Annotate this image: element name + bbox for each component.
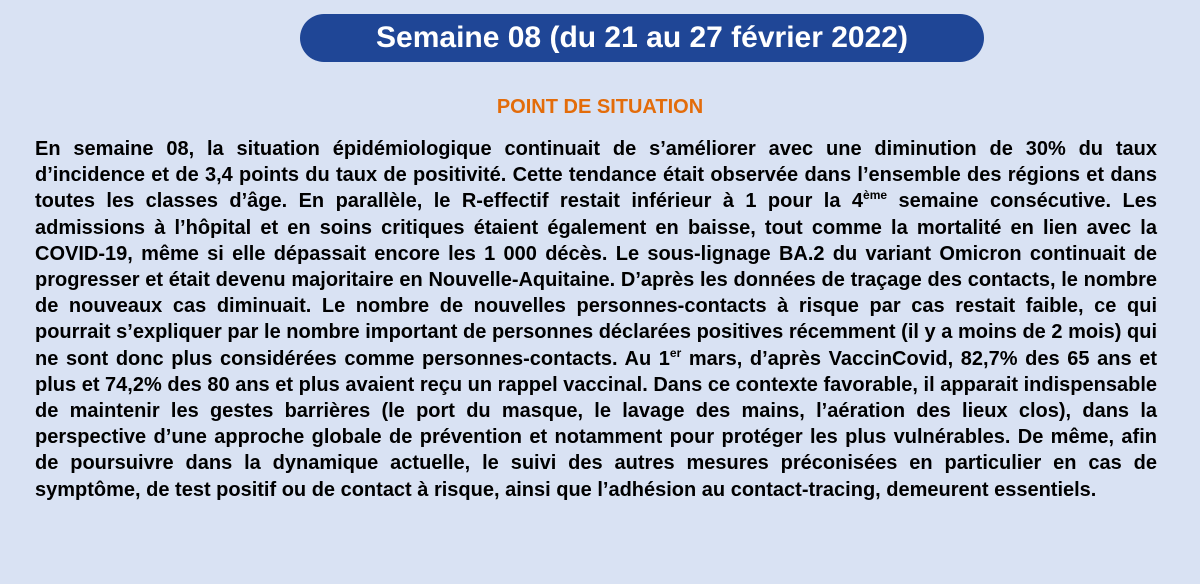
paragraph-part-3: mars, d’après VaccinCovid, 82,7% des 65 ans et plus et 74,2% des 80 ans et plus avaient reçu un rappel vaccinal. Dans ce contexte favorable, il apparait indispensable de maintenir les gestes barrières (le port du masque, le lavage des mains, l’aération des lieux clos), dans la perspective d’une approche globale de prévention et notamment pour protéger les plus vulnérables. De même, afin de poursuivre dans la dynamique actuelle, le suivi des autres mesures préconisées en particulier en cas de symptôme, de test positif ou de contact à risque, ainsi que l’adhésion au contact-tracing, demeurent essentiels. [35,347,1157,501]
week-banner: Semaine 08 (du 21 au 27 février 2022) [300,14,984,62]
superscript-er: er [669,345,682,360]
paragraph-part-2: semaine consécutive. Les admissions à l’hôpital et en soins critiques étaient également en baisse, tout comme la mortalité en lien avec la COVID-19, même si elle dépassait encore les 1 000 décès. Le sous-lignage BA.2 du variant Omicron continuait de progresser et était devenu majoritaire en Nouvelle-Aquitaine. D’après les données de traçage des contacts, le nombre de nouveaux cas diminuait. Le nombre de nouvelles personnes-contacts à risque par cas restait faible, ce qui pourrait s’expliquer par le nombre important de personnes déclarées positives récemment (il y a moins de 2 mois) qui ne sont donc plus considérées comme personnes-contacts. Au 1 [35,190,1157,370]
section-title: POINT DE SITUATION [496,96,704,118]
situation-paragraph [35,136,1157,503]
paragraph-part-1: En semaine 08, la situation épidémiologique continuait de s’améliorer avec une diminution de 30% du taux d’incidence et de 3,4 points du taux de positivité. Cette tendance était observée dans l’ensemble des régions et dans toutes les classes d’âge. En parallèle, le R-effectif restait inférieur à 1 pour la 4 [35,138,1157,213]
superscript-eme: ème [863,188,888,203]
